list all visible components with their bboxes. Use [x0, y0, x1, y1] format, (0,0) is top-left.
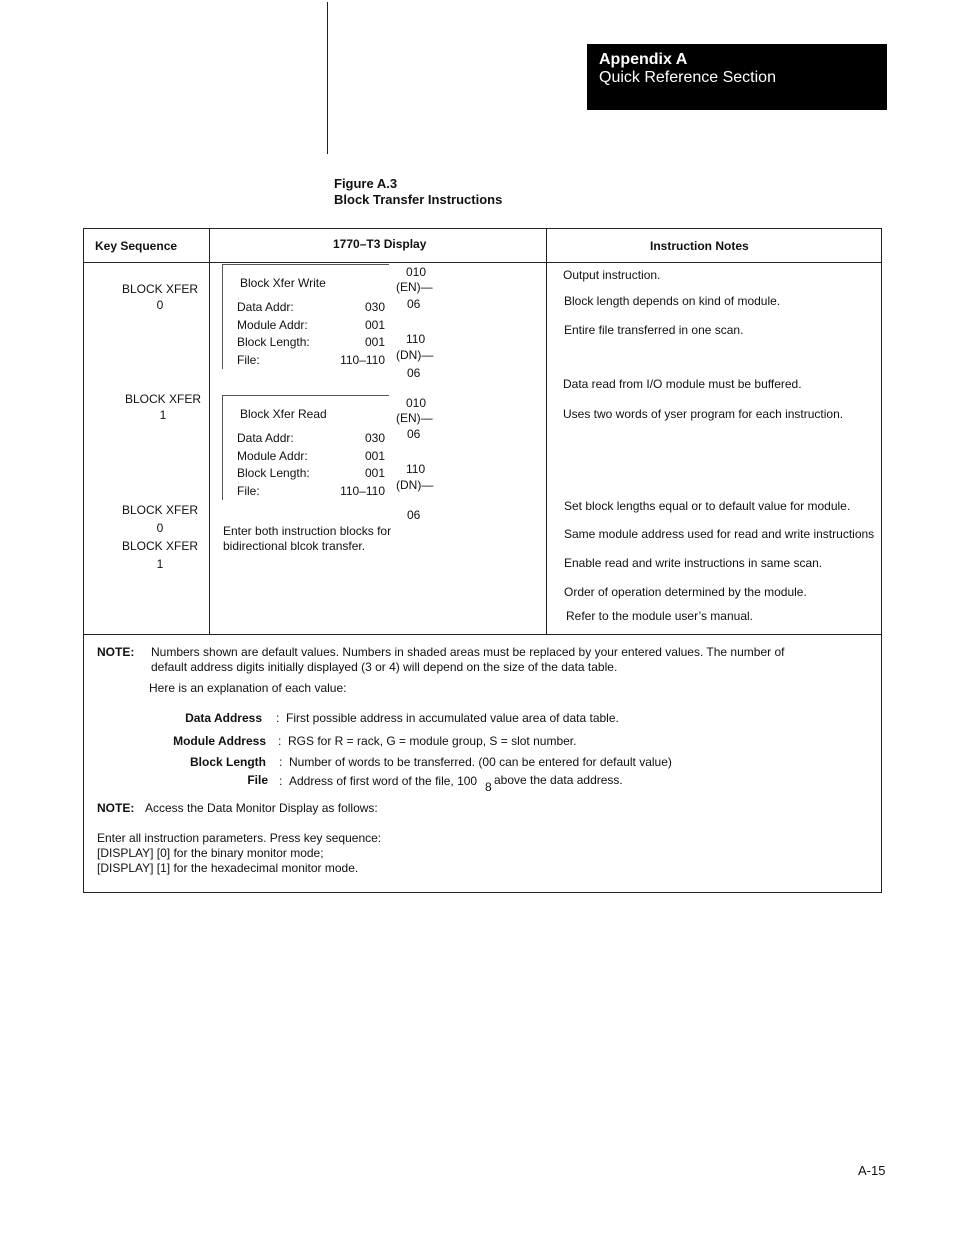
- dn-address: 110: [406, 332, 426, 346]
- block-values: [323, 299, 385, 369]
- en-bit: 06: [407, 297, 421, 311]
- coil-left-icon: (: [396, 411, 400, 425]
- en-coil: [396, 280, 433, 294]
- dn-bit: 06: [407, 366, 421, 380]
- page-number: A-15: [858, 1163, 886, 1178]
- block-labels: [237, 430, 310, 500]
- definition-text: Number of words to be transferred. (00 can be entered for default value): [289, 755, 672, 769]
- definition-term: Data Address: [185, 711, 262, 725]
- section-title: Quick Reference Section: [599, 69, 776, 86]
- coil-right-icon: )—: [416, 280, 433, 294]
- definition-text: above the data address.: [494, 773, 623, 787]
- dn-bit: 06: [407, 508, 421, 522]
- note-line: Enter all instruction parameters. Press key sequence:: [97, 831, 382, 845]
- note-text: [97, 831, 381, 876]
- definition-text: Address of first word of the file, 100: [289, 774, 478, 788]
- col-header-notes: Instruction Notes: [650, 239, 749, 253]
- reference-table: [83, 228, 882, 893]
- block-title: Block Xfer Write: [240, 276, 326, 290]
- note-label: NOTE:: [97, 645, 135, 659]
- data-addr-label: Data Addr:: [237, 300, 294, 314]
- appendix-title: Appendix A: [599, 51, 688, 68]
- display-note-line: bidirectional blcok transfer.: [223, 539, 366, 553]
- definition-term: Module Address: [173, 734, 266, 748]
- instruction-note: Block length depends on kind of module.: [564, 294, 781, 308]
- key-number: 1: [159, 408, 167, 422]
- dn-coil: [396, 348, 433, 362]
- data-addr-value: 030: [364, 431, 385, 445]
- en-label: EN: [400, 411, 417, 425]
- module-addr-value: 001: [364, 317, 385, 332]
- module-addr-value: 001: [364, 448, 385, 463]
- definition-text: RGS for R = rack, G = module group, S = slot number.: [288, 734, 577, 748]
- definition-sep: :: [279, 755, 283, 769]
- block-xfer-read-box: [222, 395, 389, 500]
- key-number: 0: [156, 521, 164, 535]
- note-line: [DISPLAY] [0] for the binary monitor mode;: [97, 846, 324, 860]
- note-line: [DISPLAY] [1] for the hexadecimal monitor mode.: [97, 861, 359, 875]
- en-bit: 06: [407, 427, 421, 441]
- block-title: Block Xfer Read: [240, 407, 327, 421]
- instruction-note: Data read from I/O module must be buffered.: [563, 377, 802, 391]
- dn-coil: [396, 478, 433, 492]
- instruction-note: Output instruction.: [563, 268, 661, 282]
- block-xfer-write-box: [222, 264, 389, 369]
- instruction-note: Same module address used for read and write instructions: [564, 527, 875, 541]
- display-note: [223, 524, 391, 554]
- block-length-value: 001: [364, 466, 385, 480]
- block-labels: [237, 299, 310, 369]
- key-label: BLOCK XFER: [124, 392, 202, 406]
- key-label: BLOCK XFER: [121, 503, 199, 517]
- block-length-value: 001: [364, 335, 385, 349]
- instruction-note: Uses two words of yser program for each instruction.: [563, 407, 844, 421]
- definition-text: First possible address in accumulated value area of data table.: [286, 711, 619, 725]
- instruction-note: Refer to the module user’s manual.: [566, 609, 753, 623]
- file-label: File:: [237, 352, 260, 367]
- instruction-note: Set block lengths equal or to default value for module.: [564, 499, 851, 513]
- block-length-label: Block Length:: [237, 466, 310, 480]
- key-number: 1: [156, 557, 164, 571]
- note-text: [151, 645, 784, 675]
- en-label: EN: [400, 280, 417, 294]
- definition-sep: :: [279, 774, 283, 788]
- key-sequence-write: [104, 281, 216, 313]
- figure-caption: [334, 176, 502, 208]
- key-label: BLOCK XFER: [121, 539, 199, 553]
- col-header-display: 1770–T3 Display: [333, 237, 427, 251]
- en-coil: [396, 411, 433, 425]
- definition-term: Block Length: [189, 755, 266, 769]
- notes-divider: [84, 634, 881, 635]
- module-addr-label: Module Addr:: [237, 317, 308, 332]
- file-value: 110–110: [340, 352, 385, 367]
- definition-term: File: [247, 773, 268, 787]
- key-label: BLOCK XFER: [121, 282, 199, 296]
- block-values: [323, 430, 385, 500]
- key-sequence-read: [107, 391, 219, 423]
- instruction-note: Order of operation determined by the module.: [564, 585, 807, 599]
- note-line: default address digits initially displayed (3 or 4) will depend on the size of the data table.: [151, 660, 618, 674]
- dn-label: DN: [400, 478, 418, 492]
- note-line: Here is an explanation of each value:: [149, 681, 347, 695]
- note-label: NOTE:: [97, 801, 135, 815]
- coil-left-icon: (: [396, 348, 400, 362]
- coil-left-icon: (: [396, 478, 400, 492]
- key-sequence-both: [104, 501, 216, 573]
- en-address: 010: [406, 396, 427, 410]
- coil-right-icon: )—: [416, 411, 433, 425]
- data-addr-value: 030: [364, 300, 385, 314]
- definition-sep: :: [278, 734, 282, 748]
- file-label: File:: [237, 483, 260, 498]
- display-note-line: Enter both instruction blocks for: [223, 524, 392, 538]
- header-divider: [84, 262, 881, 263]
- note-line: Numbers shown are default values. Numbers in shaded areas must be replaced by your entered values. The number of: [151, 645, 785, 659]
- instruction-note: Enable read and write instructions in same scan.: [564, 556, 823, 570]
- definition-subscript: 8: [485, 780, 492, 794]
- section-header: [587, 44, 887, 110]
- dn-label: DN: [400, 348, 418, 362]
- key-number: 0: [156, 298, 164, 312]
- block-length-label: Block Length:: [237, 335, 310, 349]
- module-addr-label: Module Addr:: [237, 448, 308, 463]
- col-header-key-sequence: Key Sequence: [95, 239, 178, 253]
- coil-right-icon: )—: [417, 478, 434, 492]
- col-divider-2: [546, 229, 547, 634]
- figure-number: Figure A.3: [334, 176, 398, 191]
- definition-sep: :: [276, 711, 280, 725]
- note-line: Access the Data Monitor Display as follows:: [145, 801, 378, 815]
- coil-right-icon: )—: [417, 348, 434, 362]
- file-value: 110–110: [340, 483, 385, 498]
- en-address: 010: [406, 265, 427, 279]
- data-addr-label: Data Addr:: [237, 431, 294, 445]
- coil-left-icon: (: [396, 280, 400, 294]
- figure-title: Block Transfer Instructions: [334, 192, 503, 207]
- margin-rule: [327, 2, 328, 154]
- dn-address: 110: [406, 462, 426, 476]
- instruction-note: Entire file transferred in one scan.: [564, 323, 744, 337]
